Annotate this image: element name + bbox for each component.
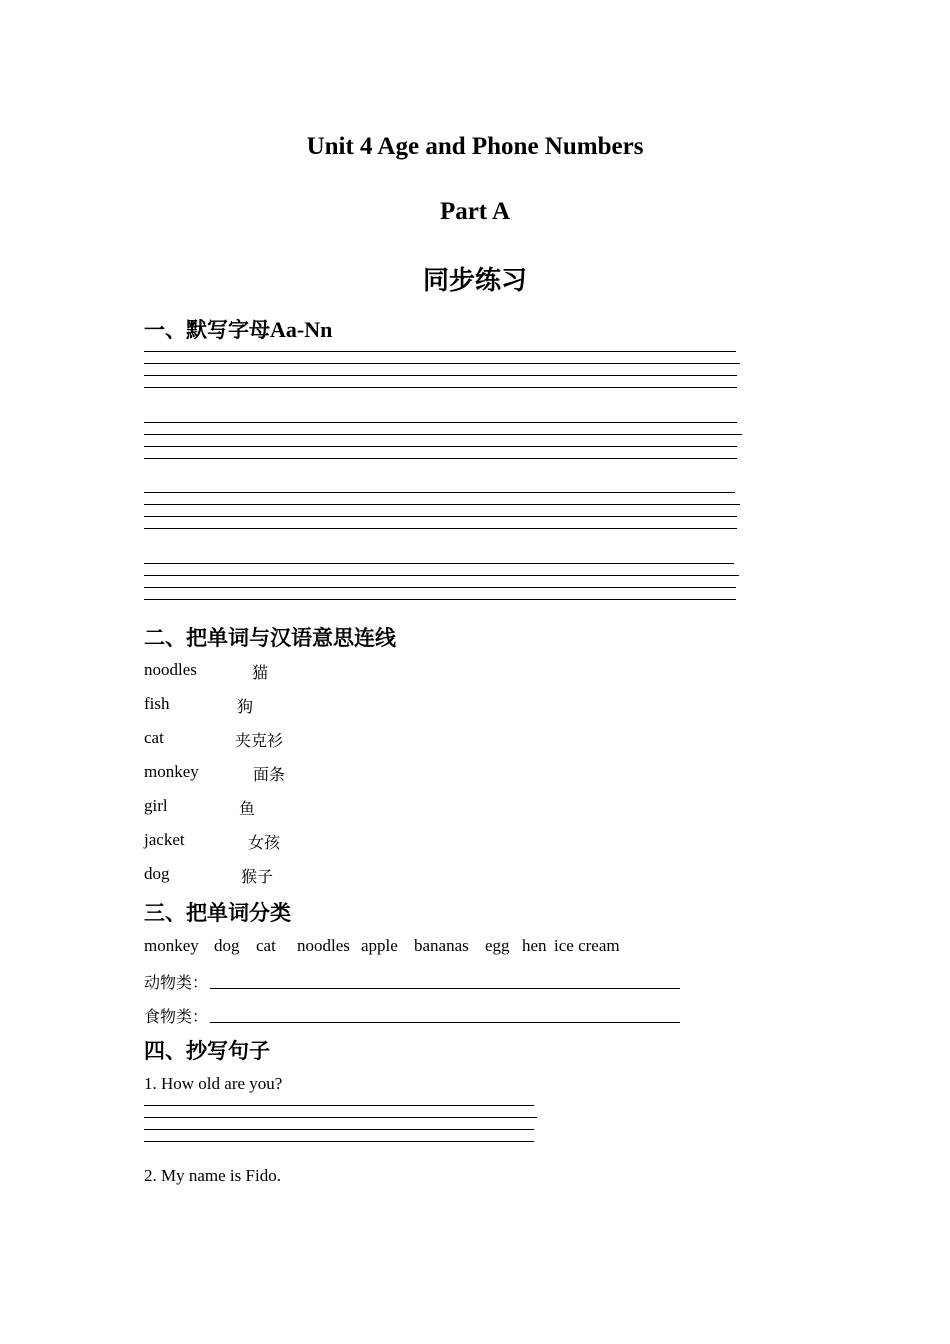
writing-line [144,587,736,588]
writing-line [144,599,736,600]
word-bank-item: hen [522,936,547,955]
writing-line [144,458,737,459]
word-bank-item: bananas [414,936,469,955]
writing-line [144,1105,534,1106]
match-english-word: girl [144,796,168,815]
category-answer-blank[interactable] [210,970,680,989]
category-label: 动物类： [144,973,209,992]
category-label: 食物类： [144,1007,209,1026]
worksheet-title: Unit 4 Age and Phone Numbers [306,133,644,160]
match-chinese-word: 猫 [252,663,269,682]
section-2-heading: 二、把单词与汉语意思连线 [144,626,396,650]
writing-line [144,1141,534,1142]
word-bank-item: cat [256,936,276,955]
match-english-word: jacket [144,830,185,849]
copy-sentence: 1. How old are you? [144,1074,283,1093]
category-food [144,1004,208,1027]
writing-line [144,563,734,564]
word-bank-item: monkey [144,936,199,955]
writing-line [144,504,740,505]
match-english-word: fish [144,694,170,713]
section-1-heading [144,314,332,344]
writing-line [144,516,737,517]
writing-line [144,575,739,576]
match-chinese-word: 狗 [237,697,254,716]
word-bank-item: egg [485,936,510,955]
category-animals [144,970,208,993]
writing-line [144,492,735,493]
part-title: Part A [439,198,511,225]
writing-line [144,422,737,423]
match-chinese-word: 面条 [253,765,286,784]
category-answer-blank[interactable] [210,1004,680,1023]
match-english-word: cat [144,728,164,747]
writing-line [144,387,737,388]
section-1-heading-cn: 一、默写字母 [144,318,270,342]
match-chinese-word: 猴子 [241,867,274,886]
writing-line [144,446,737,447]
section-3-heading: 三、把单词分类 [144,901,291,925]
word-bank-item: apple [361,936,398,955]
copy-sentence: 2. My name is Fido. [144,1166,281,1185]
writing-line [144,1117,537,1118]
word-bank-item: dog [214,936,240,955]
match-english-word: dog [144,864,170,883]
match-english-word: monkey [144,762,199,781]
match-chinese-word: 鱼 [239,799,256,818]
match-chinese-word: 女孩 [248,833,281,852]
match-chinese-word: 夹克衫 [235,731,284,750]
writing-line [144,351,736,352]
writing-line [144,434,742,435]
match-english-word: noodles [144,660,197,679]
section-4-heading: 四、抄写句子 [144,1039,270,1063]
word-bank-item: ice cream [554,936,620,955]
writing-line [144,528,737,529]
exercise-subtitle: 同步练习 [422,266,527,296]
writing-line [144,363,740,364]
word-bank-item: noodles [297,936,350,955]
writing-line [144,1129,534,1130]
section-1-heading-latin: Aa-Nn [270,317,333,342]
writing-line [144,375,737,376]
